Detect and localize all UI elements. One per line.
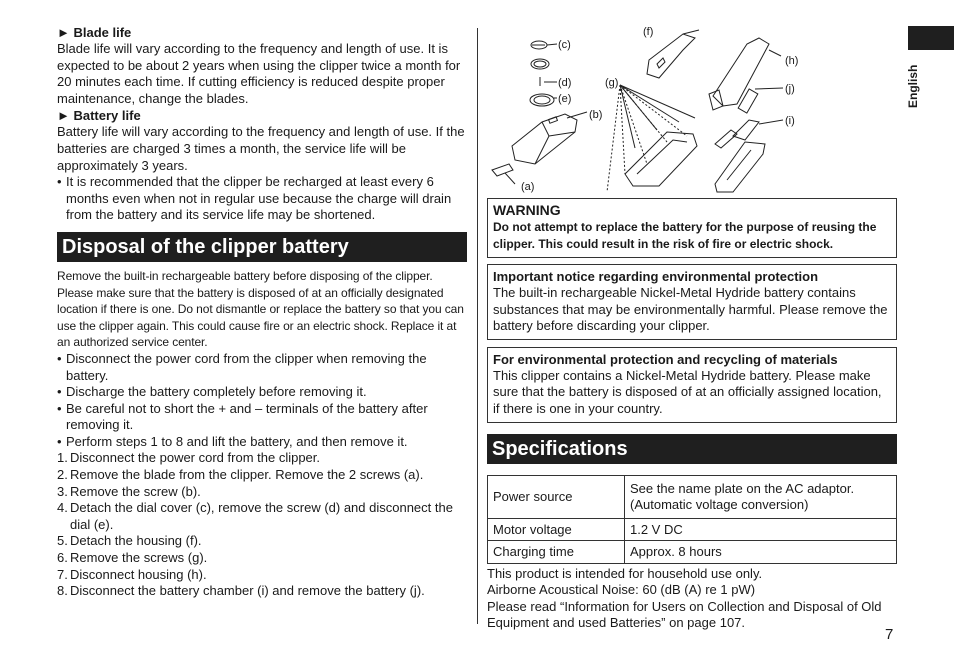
- environment-notice-title: Important notice regarding environmental protection: [493, 269, 819, 284]
- label-d: (d): [558, 77, 572, 89]
- step-number: 2.: [57, 467, 68, 483]
- step-number: 6.: [57, 550, 68, 566]
- recycling-box: [487, 347, 897, 423]
- battery-part: [738, 89, 758, 113]
- step-number: 4.: [57, 500, 68, 516]
- disassembly-diagram: [487, 24, 897, 194]
- recycling-text: This clipper contains a Nickel-Metal Hydride battery. Please make sure that the battery is disposed of at an officially assigned location, if there is one in your country.: [493, 367, 882, 416]
- recycling-title: For environmental protection and recycling of materials: [493, 351, 838, 367]
- step-number: 5.: [57, 533, 68, 549]
- table-row: [488, 518, 897, 541]
- blade-part: [492, 164, 513, 176]
- environment-notice-box: [487, 264, 897, 340]
- battery-recharge-note: • It is recommended that the clipper be recharged at least every 6 months even when not in regular use because the charge will drain from the battery and its service life may be shortened.: [57, 174, 467, 224]
- label-e: (e): [558, 93, 572, 105]
- step-text: Disconnect housing (h).: [70, 566, 207, 582]
- battery-chamber-part: [733, 120, 759, 140]
- disposal-bullets: [57, 351, 467, 451]
- environment-notice-text: The built-in rechargeable Nickel-Metal Hydride battery contains substances that may be environmentally harmful. Please remove the battery before discarding your clipper.: [493, 285, 888, 334]
- disposal-steps: [57, 450, 467, 599]
- spec-value-line: See the name plate on the AC adaptor.: [630, 481, 855, 497]
- column-divider: [477, 28, 478, 624]
- list-item: • Discharge the battery completely before removing it.: [57, 384, 467, 401]
- battery-life-bullets: [57, 174, 467, 224]
- spec-note: This product is intended for household use only.: [487, 565, 763, 581]
- housing-h-part: [713, 38, 769, 106]
- spec-value: 1.2 V DC: [625, 518, 897, 541]
- step-text: Detach the housing (f).: [70, 533, 202, 549]
- list-item: • Be careful not to short the + and – terminals of the battery after removing it.: [57, 401, 467, 434]
- spec-key: Power source: [488, 475, 625, 518]
- step-text: Disconnect the power cord from the clipper.: [70, 450, 321, 466]
- table-row: [488, 475, 897, 518]
- language-tab-marker: [908, 26, 954, 50]
- step-item: [57, 583, 467, 600]
- blade-life-heading: ► Blade life: [57, 25, 132, 40]
- battery-life-heading: ► Battery life: [57, 108, 141, 124]
- table-row: [488, 541, 897, 564]
- language-label: English: [906, 64, 920, 108]
- chassis-part: [625, 132, 697, 186]
- label-c: (c): [558, 39, 571, 51]
- step-item: [57, 550, 467, 567]
- label-h: (h): [785, 55, 799, 67]
- label-b: (b): [589, 109, 603, 121]
- specifications-table: [487, 475, 897, 564]
- step-text: Detach the dial cover (c), remove the screw (d) and disconnect the dial (e).: [70, 500, 453, 532]
- list-item: • Disconnect the power cord from the clipper when removing the battery.: [57, 351, 467, 384]
- label-a: (a): [521, 181, 535, 193]
- right-column: [487, 24, 897, 632]
- disassembly-illustration: [487, 24, 897, 196]
- step-text: Disconnect the battery chamber (i) and remove the battery (j).: [70, 583, 425, 599]
- spec-value: Approx. 8 hours: [625, 541, 897, 564]
- step-number: 8.: [57, 583, 68, 599]
- spec-key: Charging time: [488, 541, 625, 564]
- spec-notes: [487, 566, 897, 632]
- disposal-intro: Remove the built-in rechargeable battery before disposing of the clipper. Please make sure that the battery is disposed of at an officially designated location if there is one. Do not dismantle or replace the battery so that you can use the clipper again. This could cause fire or an electric shock. Replace it at an authorized service center.: [57, 268, 464, 350]
- clipper-body-part: [512, 114, 577, 164]
- warning-box: [487, 198, 897, 258]
- list-item: • Perform steps 1 to 8 and lift the battery, and then remove it.: [57, 434, 467, 451]
- label-f: (f): [643, 26, 654, 38]
- step-text: Remove the screw (b).: [70, 483, 201, 499]
- spec-value-line: (Automatic voltage conversion): [630, 496, 809, 512]
- step-item: [57, 450, 467, 467]
- label-j: (j): [785, 83, 795, 95]
- specifications-title: Specifications: [487, 434, 897, 464]
- spec-key: Motor voltage: [488, 518, 625, 541]
- battery-life-text: Battery life will vary according to the frequency and length of use. If the batteries are charged 3 times a month, the service life will be approximately 3 years.: [57, 124, 465, 173]
- blade-life-text: Blade life will vary according to the frequency and length of use. It is expected to be about 2 years when using the clipper twice a month for 20 minutes each time. If cutting efficiency is reduced despite proper maintenance, change the blades.: [57, 41, 461, 106]
- step-item: [57, 467, 467, 484]
- page-number: 7: [885, 626, 894, 643]
- step-item: [57, 533, 467, 550]
- step-item: [57, 567, 467, 584]
- step-number: 3.: [57, 483, 68, 499]
- step-text: Remove the screws (g).: [70, 550, 208, 566]
- spec-value: [625, 475, 897, 518]
- label-g: (g): [605, 77, 619, 89]
- step-text: Remove the blade from the clipper. Remove the 2 screws (a).: [70, 467, 424, 483]
- warning-title: WARNING: [493, 202, 561, 218]
- step-number: 1.: [57, 450, 68, 466]
- left-column: [57, 24, 467, 600]
- step-item: [57, 500, 467, 533]
- step-item: [57, 484, 467, 501]
- warning-text: Do not attempt to replace the battery for the purpose of reusing the clipper. This could result in the risk of fire or electric shock.: [493, 220, 877, 251]
- disposal-section-title: Disposal of the clipper battery: [57, 232, 467, 262]
- step-number: 7.: [57, 566, 68, 582]
- spec-note: Please read “Information for Users on Collection and Disposal of Old Equipment and used Batteries” on page 107.: [487, 598, 882, 631]
- label-i: (i): [785, 115, 795, 127]
- housing-part: [647, 34, 695, 78]
- base-frame-part: [715, 142, 765, 192]
- spec-note: Airborne Acoustical Noise: 60 (dB (A) re 1 pW): [487, 582, 756, 598]
